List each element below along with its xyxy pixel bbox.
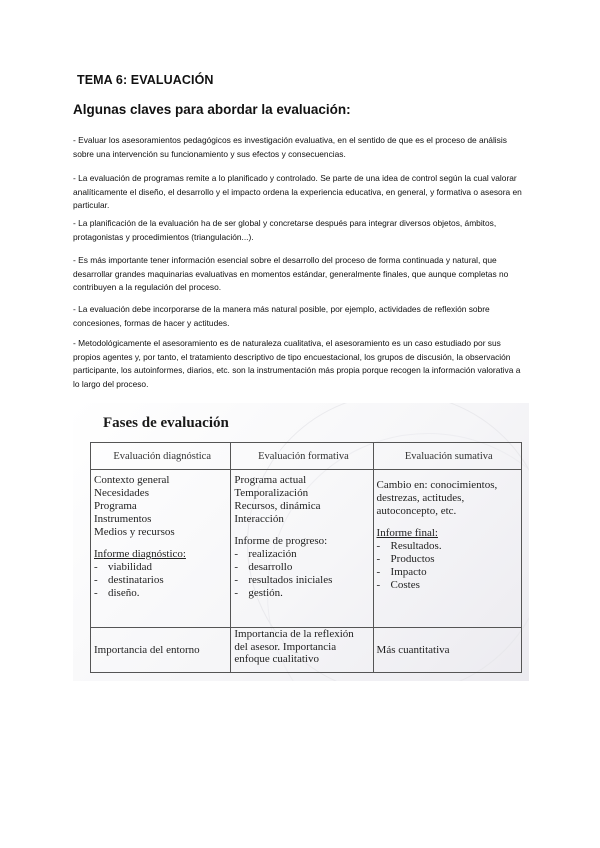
- list-item: - Resultados.: [376, 540, 442, 552]
- figure-title: Fases de evaluación: [103, 415, 229, 431]
- report-title: Informe final:: [376, 527, 438, 539]
- header-formativa: Evaluación formativa: [231, 443, 373, 470]
- header-diagnostica: Evaluación diagnóstica: [91, 443, 231, 470]
- list-item: - destinatarios: [94, 574, 164, 586]
- cell-line: enfoque cualitativo: [234, 653, 319, 665]
- footer-sumativa: Más cuantitativa: [373, 628, 521, 673]
- footer-diagnostica: Importancia del entorno: [91, 628, 231, 673]
- list-item: - diseño.: [94, 587, 140, 599]
- paragraph-1: - Evaluar los asesoramientos pedagógicos es investigación evaluativa, en el sentido de que es el proceso de análisis sobre una intervención su funcionamiento y sus efectos y consecuencias.: [73, 135, 507, 159]
- evaluation-phases-figure: [73, 403, 529, 681]
- cell-line: Programa actual: [234, 474, 307, 486]
- cell-line: del asesor. Importancia: [234, 640, 337, 653]
- list-item: - Productos: [376, 553, 435, 565]
- cell-line: Contexto general: [94, 474, 170, 486]
- list-item: - desarrollo: [234, 561, 293, 573]
- section-heading: Algunas claves para abordar la evaluación:: [73, 102, 351, 117]
- paragraph-6: - Metodológicamente el asesoramiento es de naturaleza cualitativa, el asesoramiento es un caso estudiado por sus propios agentes y, por tanto, el tratamiento descriptivo de tipo encuestacional, los grupos de discusión, la observación participante, los autoinformes, diarios, etc. son la instrumentación más propia porque recogen la información valorativa a lo largo del proceso.: [73, 338, 521, 389]
- cell-line: Programa: [94, 500, 137, 512]
- cell-line: Medios y recursos: [94, 526, 175, 538]
- paragraph-5: - La evaluación debe incorporarse de la manera más natural posible, por ejemplo, actividades de reflexión sobre concesiones, formas de hacer y actitudes.: [73, 304, 490, 328]
- page-title: TEMA 6: EVALUACIÓN: [77, 73, 214, 87]
- cell-line: destrezas, actitudes,: [376, 492, 465, 504]
- paragraph-3: - La planificación de la evaluación ha de ser global y concretarse después para integrar diversos objetos, ámbitos, protagonistas y procedimientos (triangulación...).: [73, 218, 497, 242]
- footer-formativa: [231, 628, 373, 673]
- cell-line: Interacción: [234, 513, 284, 525]
- table-header-row: [91, 443, 522, 470]
- cell-sumativa: [373, 470, 521, 628]
- cell-line: Necesidades: [94, 487, 149, 499]
- phases-table: [90, 442, 522, 673]
- list-item: - viabilidad: [94, 561, 152, 573]
- cell-line: Temporalización: [234, 487, 309, 499]
- cell-line: Instrumentos: [94, 513, 152, 525]
- list-item: - Costes: [376, 579, 420, 591]
- report-title: Informe diagnóstico:: [94, 548, 186, 560]
- table-footer-row: [91, 628, 522, 673]
- list-item: - realización: [234, 548, 297, 560]
- header-sumativa: Evaluación sumativa: [373, 443, 521, 470]
- cell-formativa: [231, 470, 373, 628]
- list-item: - Impacto: [376, 566, 427, 578]
- paragraph-2: - La evaluación de programas remite a lo planificado y controlado. Se parte de una idea de control según la cual valorar analíticamente el diseño, el desarrollo y el impacto ordena la experiencia educativa, en general, y formativa o asesora en particular.: [73, 173, 522, 211]
- list-item: - gestión.: [234, 587, 283, 599]
- cell-line: Recursos, dinámica: [234, 500, 321, 512]
- cell-line: Cambio en: conocimientos,: [376, 479, 498, 491]
- cell-line: autoconcepto, etc.: [376, 505, 457, 517]
- report-title: Informe de progreso:: [234, 535, 328, 547]
- table-row: [91, 470, 522, 628]
- cell-line: Importancia de la reflexión: [234, 628, 354, 640]
- list-item: - resultados iniciales: [234, 574, 333, 586]
- paragraph-4: - Es más importante tener información esencial sobre el desarrollo del proceso de forma continuada y natural, que desarrollar grandes maquinarias evaluativas en momentos estándar, generalmente finales, que aunque completas no contribuyen a la regulación del proceso.: [73, 255, 509, 293]
- cell-diagnostica: [91, 470, 231, 628]
